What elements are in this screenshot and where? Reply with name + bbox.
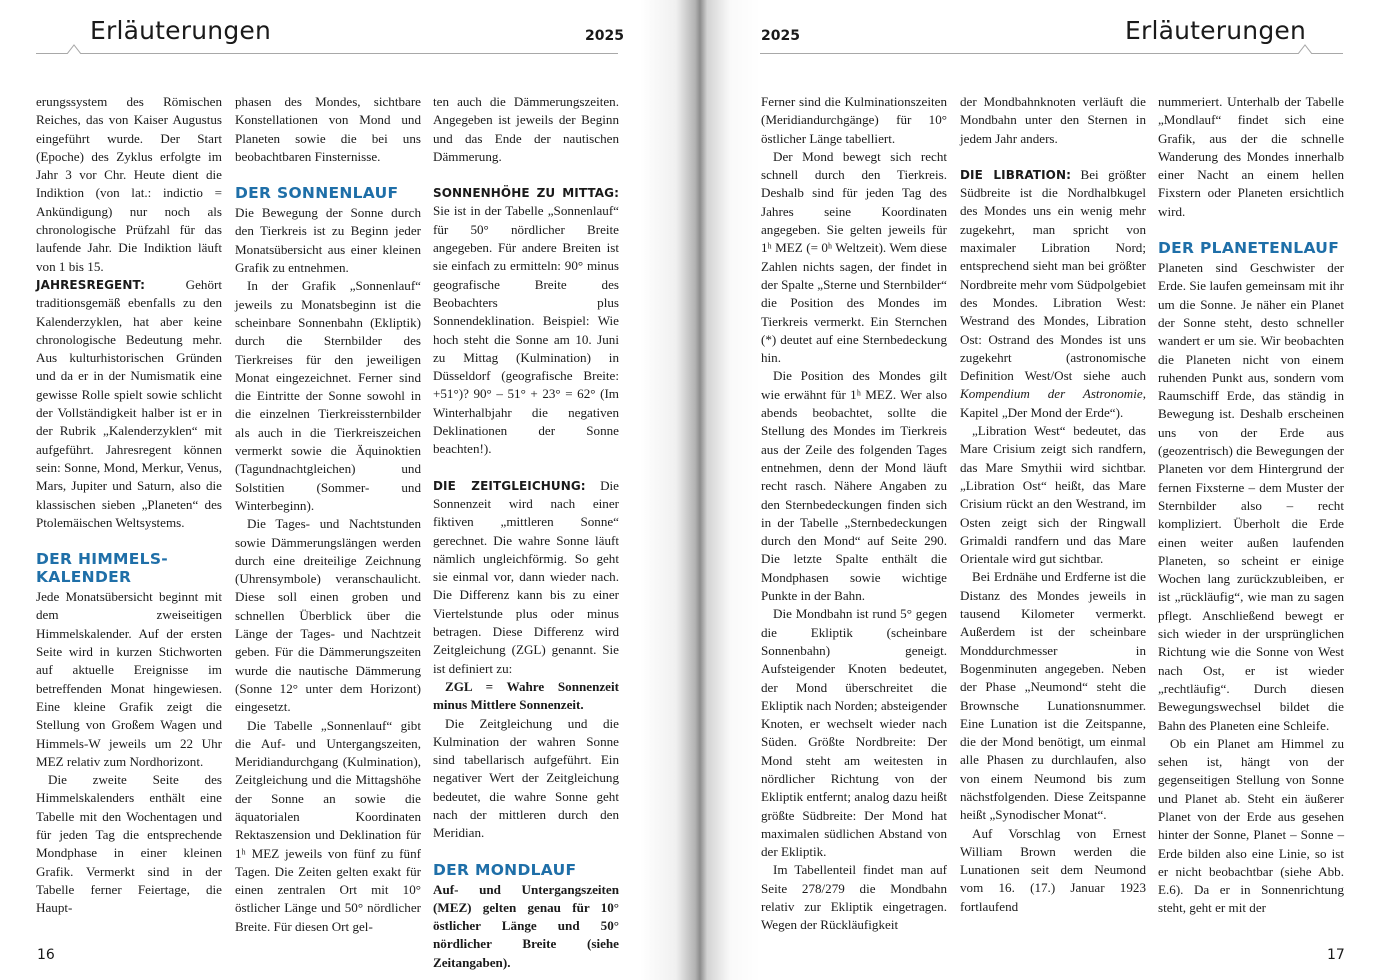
runin-heading: SONNENHÖHE ZU MITTAG: [433, 186, 619, 201]
section-heading-himmelskalender: DER HIMMELS- KALENDER [36, 550, 169, 587]
paragraph: Planeten sind Geschwister der Erde. Sie laufen gemeinsam mit ihr um die Sonne. Je näher ein Planet der Sonne steht, desto schneller wandert er um sie. Wir beobachten die Planeten nicht von einem ruhenden Punkt aus, sondern vom Raumschiff Erde, das ständig in Bewegung ist. Deshalb erscheinen uns von der Erde aus (geozentrisch) die Bewegungen der Planeten vor dem Hintergrund der fernen Fixsterne – dem Muster der Sternbilder also – recht kompliziert. Überholt die Erde einen weiter außen laufenden Planeten, so scheint er einige Wochen lang zurückzubleiben, er ist „rückläufig“, wie man zu sagen pflegt. Anschließend bewegt er sich wieder in der ursprünglichen Richtung wie die Sonne von West nach Ost, er ist wieder „rechtläufig“. Durch diesen Bewegungswechsel bildet die Bahn des Planeten eine Schleife. [1158, 260, 1344, 733]
formula-zgl: ZGL = Wahre Sonnenzeit minus Mittlere Sonnenzeit. [433, 678, 619, 713]
page-header-title: Erläuterungen [90, 16, 272, 45]
header-rule [36, 53, 618, 54]
paragraph: Auf Vorschlag von Ernest William Brown werden die Lunationen seit dem Neumond vom 16. (17.) Januar 1923 fortlaufend [960, 825, 1146, 914]
right-page [690, 0, 1380, 980]
paragraph: Der Mond bewegt sich recht schnell durch den Tierkreis. Deshalb sind für jeden Tag des Jahres seine Koordinaten angegeben. Sie gelten jeweils für 1ʰ MEZ (= 0ʰ Weltzeit). Wem diese Zahlen nichts sagen, der findet in der Spalte „Sterne und Sternbilder“ die Position des Mondes im Tierkreis vermerkt. Ein Sternchen (*) deutet auf eine Sternbedeckung hin. [761, 148, 947, 366]
page-number: 17 [1327, 947, 1345, 963]
paragraph: Die Tabelle „Sonnenlauf“ gibt die Auf- und Untergangszeiten, Meridiandurchgang (Kulmination), Zeitgleichung und die Mittagshöhe der Sonne an sowie die äquatorialen Koordinaten Rektaszension und Deklination für 1ʰ MEZ jeweils von fünf zu fünf Tagen. Die Zeiten gelten exakt für einen zentralen Ort mit 10° östlicher Länge und 50° nördlicher Breite. Für diesen Ort gel- [235, 717, 421, 934]
header-notch-icon [1298, 44, 1312, 54]
runin-heading: DIE LIBRATION: [960, 167, 1071, 182]
paragraph: Die Position des Mondes gilt wie erwähnt für 1ʰ MEZ. Wer also abends beobachtet, sollte die Stellung des Mondes im Tierkreis aus der Zeile des folgenden Tages entnehmen, denn der Mond läuft recht rasch. Nähere Angaben zu den Sternbedeckungen finden sich in der Tabelle „Sternbedeckungen durch den Mond“ auf Seite 290. Die letzte Spalte enthält die Mondphasen sowie wichtige Punkte in der Bahn. [761, 368, 947, 604]
paragraph-zeitgleichung: DIE ZEITGLEICHUNG: Die Sonnenzeit wird nach einer fiktiven „mittleren Sonne“ gerechnet. Die wahre Sonne läuft nämlich ungleichförmig. So geht sie einmal vor, dann wieder nach. Die Differenz kann bis zu einer Viertelstunde plus oder minus betragen. Diese Differenz wird Zeitgleichung (ZGL) genannt. Sie ist definiert zu: [433, 477, 619, 676]
paragraph: Die Bewegung der Sonne durch den Tierkreis ist zu Beginn jeder Monatsübersicht aus einer kleinen Grafik zu entnehmen. [235, 205, 421, 276]
column-1 [36, 93, 222, 917]
column-3 [1158, 93, 1344, 918]
paragraph: ten auch die Dämmerungszeiten. Angegeben ist jeweils der Beginn und das Ende der nautischen Dämmerung. [433, 94, 619, 164]
paragraph: In der Grafik „Sonnenlauf“ jeweils zu Monatsbeginn ist die scheinbare Sonnenbahn (Ekliptik) durch die Sternbilder des Tierkreises für den jeweiligen Monat eingezeichnet. Ferner sind die Eintritte der Sonne sowohl in die einzelnen Tierkreissternbilder als auch in die Tierkreiszeichen vermerkt sowie die Äquinoktien (Tagundnachtgleichen) und Solstitien (Sommer- und Winterbeginn). [235, 278, 421, 513]
section-heading-planetenlauf: DER PLANETENLAUF [1158, 239, 1340, 258]
paragraph: Ob ein Planet am Himmel zu sehen ist, hängt von der gegenseitigen Stellung von Sonne und Planet ab. Steht ein äußerer Planet von der Erde aus gesehen hinter der Sonne, Planet – Sonne – Erde bilden also eine Linie, so ist er nicht beobachtbar (siehe Abb. E.6). Da er in Sonnenrichtung steht, geht er mit der [1158, 735, 1344, 916]
runin-heading: DIE ZEITGLEICHUNG: [433, 478, 586, 493]
paragraph: Ferner sind die Kulminationszeiten (Meridiandurchgänge) für 10° östlicher Länge tabelliert. [761, 94, 947, 146]
header-rule [760, 53, 1343, 54]
paragraph-jahresregent: JAHRESREGENT: Gehört traditionsgemäß ebenfalls zu den Kalenderzyklen, hat aber keine chronologische Bedeutung mehr. Aus kulturhistorischen Gründen und da er in der Numismatik eine gewisse Rolle spielt sowie schlicht der Vollständigkeit halber ist er in der Rubrik „Kalenderzyklen“ mit aufgeführt. Jahresregent können sein: Sonne, Mond, Merkur, Venus, Mars, Jupiter und Saturn, also die klassischen sieben „Planeten“ des Ptolemäischen Weltsystems. [36, 276, 222, 530]
paragraph: der Mondbahnknoten verläuft die Mondbahn unter den Sternen in jedem Jahr anders. [960, 94, 1146, 146]
paragraph: Die Mondbahn ist rund 5° gegen die Ekliptik (scheinbare Sonnenbahn) geneigt. Aufsteigender Knoten bedeutet, der Mond überschreitet die Ekliptik nach Norden; absteigender Knoten, er wechselt wieder nach Süden. Größte Nordbreite: Der Mond steht am weitesten in nördlicher Richtung von der Ekliptik entfernt; analog dazu heißt größte Südbreite: Der Mond hat maximalen südlichen Abstand von der Ekliptik. [761, 606, 947, 860]
paragraph: Die Zeitgleichung und die Kulmination der wahren Sonne sind tabellarisch aufgeführt. Ein negativer Wert der Zeitgleichung bedeutet, die wahre Sonne geht nach der mittleren durch den Meridian. [433, 715, 619, 841]
page-header-year: 2025 [585, 28, 624, 44]
paragraph: Jede Monatsübersicht beginnt mit dem zweiseitigen Himmelskalender. Auf der ersten Seite wird in kurzen Stichworten auf aktuelle Ereignisse im betreffenden Monat hingewiesen. Eine kleine Grafik zeigt die Stellung von Großem Wagen und Himmels-W jeweils um 22 Uhr MEZ relativ zum Nordhorizont. [36, 589, 222, 769]
paragraph: nummeriert. Unterhalb der Tabelle „Mondlauf“ findet sich eine Grafik, aus der die schnelle Wanderung des Mondes innerhalb einer Nacht an einem hellen Fixstern oder Planeten ersichtlich wird. [1158, 94, 1344, 219]
paragraph: Die Tages- und Nachtstunden sowie Dämmerungslängen werden durch eine dreiteilige Zeichnung (Uhrensymbole) veranschaulicht. Diese soll einen groben und schnellen Überblick über die Länge der Tages- und Nachtzeit geben. Für die Dämmerungszeiten wurde die nautische Dämmerung (Sonne 12° unter dem Horizont) eingesetzt. [235, 516, 421, 715]
paragraph: phasen des Mondes, sichtbare Konstellationen von Mond und Planeten sowie die bei uns beobachtbaren Finsternisse. [235, 94, 421, 164]
section-heading-sonnenlauf: DER SONNENLAUF [235, 184, 399, 203]
paragraph: „Libration West“ bedeutet, das Mare Crisium zeigt sich randfern, das Mare Smythii wird sichtbar. „Libration Ost“ heißt, das Mare Crisium rückt an den Westrand, im Osten zeigt sich der Ringwall Grimaldi randfern und das Mare Orientale wird gut sichtbar. [960, 423, 1146, 567]
runin-heading: JAHRESREGENT: [36, 277, 146, 292]
paragraph-libration: DIE LIBRATION: Bei größter Südbreite ist die Nordhalbkugel des Mondes uns ein wenig mehr zugekehrt, man spricht von maximaler Libration Nord; entsprechend sieht man bei größter Nordbreite mehr vom Südpolgebiet des Mondes. Libration West: Westrand des Mondes, Libration Ost: Ostrand des Mondes ist uns zugekehrt (astronomische Definition West/Ost siehe auch Kompendium der Astronomie, Kapitel „Der Mond der Erde“). [960, 166, 1146, 420]
paragraph: Im Tabellenteil findet man auf Seite 278/279 die Mondbahn relativ zur Ekliptik eingetragen. Wegen der Rückläufigkeit [761, 862, 947, 933]
paragraph-sonnenhoehe: SONNENHÖHE ZU MITTAG: Sie ist in der Tabelle „Sonnenlauf“ für 50° nördlicher Breite angegeben. Für andere Breiten ist sie einfach zu ermitteln: 90° minus geografische Breite des Beobachters plus Sonnendeklination. Beispiel: Wie hoch steht die Sonne am 10. Juni zu Mittag (Kulmination) in Düsseldorf (geografische Breite: +51°)? 90° – 51° + 23° = 62° (Im Winterhalbjahr die negativen Deklinationen der Sonne beachten!). [433, 186, 619, 457]
column-2 [235, 93, 421, 936]
page-header-title: Erläuterungen [1125, 16, 1307, 45]
column-3 [433, 93, 619, 972]
paragraph: Die zweite Seite des Himmelskalenders enthält eine Tabelle mit den Wochentagen und für jeden Tag die entsprechende Mondphase in einer kleinen Grafik. Vermerkt sind in der Tabelle ferner Feiertage, die Haupt- [36, 772, 222, 916]
page-number: 16 [37, 947, 55, 963]
column-2 [960, 93, 1146, 916]
section-heading-mondlauf: DER MONDLAUF [433, 860, 577, 879]
header-notch-icon [67, 44, 81, 54]
paragraph-bold: Auf- und Untergangszeiten (MEZ) gelten genau für 10° östlicher Länge und 50° nördlicher Breite (siehe Zeitangaben). [433, 881, 619, 970]
paragraph: Bei Erdnähe und Erdferne ist die Distanz des Mondes jeweils in tausend Kilometer vermerkt. Außerdem ist der scheinbare Monddurchmesser in Bogenminuten angegeben. Neben der Phase „Neumond“ steht die Brownsche Lunationsnummer. Eine Lunation ist die Zeitspanne, die der Mond benötigt, um einmal alle Phasen zu durchlaufen, also von einem Neumond bis zum nächstfolgenden. Diese Zeitspanne heißt „Synodischer Monat“. [960, 569, 1146, 823]
page-header-year: 2025 [761, 28, 800, 44]
book-title: Kompendium der Astronomie [960, 386, 1143, 402]
paragraph: erungssystem des Römischen Reiches, das von Kaiser Augustus eingeführt wurde. Der Start (Epoche) des Zyklus erfolgte im Jahr 3 vor Chr. Heute dient die Indiktion (von lat.: indictio = Ankündigung) nur noch als chronologische Prüfzahl für das laufende Jahr. Die Indiktion läuft von 1 bis 15. [36, 94, 222, 274]
column-1 [761, 93, 947, 935]
